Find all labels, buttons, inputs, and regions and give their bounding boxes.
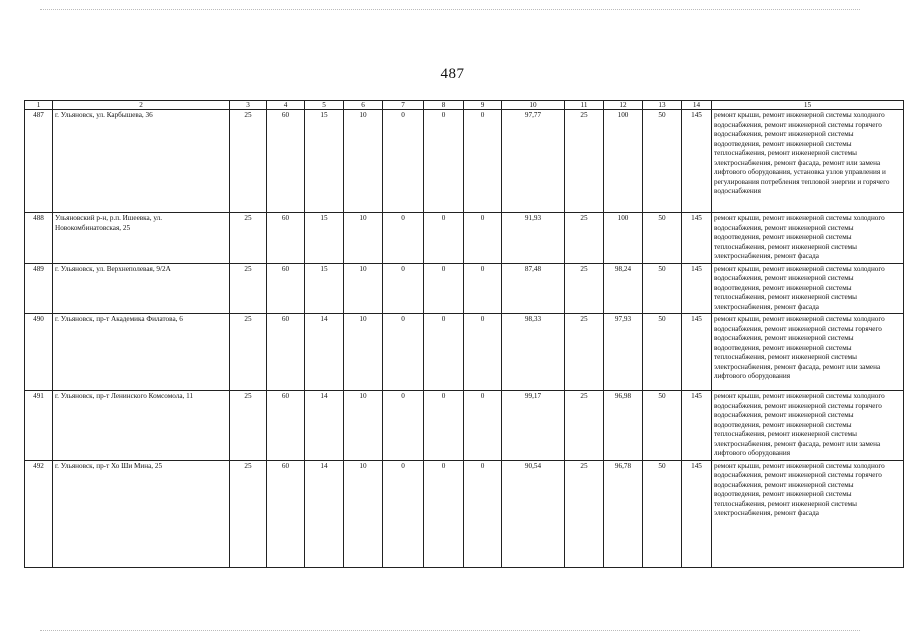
col-header-6: 6	[344, 101, 383, 110]
cell-col9: 0	[464, 213, 502, 264]
cell-col11: 25	[565, 460, 604, 567]
cell-col3: 25	[230, 213, 267, 264]
cell-col9: 0	[464, 263, 502, 314]
cell-col9: 0	[464, 110, 502, 213]
col-header-10: 10	[502, 101, 565, 110]
cell-col10: 91,93	[502, 213, 565, 264]
cell-col3: 25	[230, 263, 267, 314]
cell-col11: 25	[565, 391, 604, 461]
scan-noise-bottom	[40, 630, 860, 632]
capital-repair-table	[24, 100, 904, 568]
cell-col4: 60	[267, 110, 305, 213]
cell-col8: 0	[424, 460, 464, 567]
row-number: 490	[25, 314, 53, 391]
cell-col4: 60	[267, 263, 305, 314]
scan-noise-top	[40, 9, 860, 11]
table-row	[25, 391, 904, 461]
cell-col4: 60	[267, 213, 305, 264]
col-header-3: 3	[230, 101, 267, 110]
cell-col9: 0	[464, 314, 502, 391]
cell-col12: 98,24	[604, 263, 643, 314]
col-header-9: 9	[464, 101, 502, 110]
col-header-8: 8	[424, 101, 464, 110]
cell-col8: 0	[424, 263, 464, 314]
cell-col5: 14	[305, 460, 344, 567]
cell-col6: 10	[344, 263, 383, 314]
cell-col11: 25	[565, 314, 604, 391]
cell-col11: 25	[565, 263, 604, 314]
cell-col5: 15	[305, 213, 344, 264]
address-cell: г. Ульяновск, пр-т Ленинского Комсомола, 11	[53, 391, 230, 461]
page-number: 487	[440, 66, 465, 82]
address-cell: Ульяновский р-н, р.п. Ишеевка, ул. Новокомбинатовская, 25	[53, 213, 230, 264]
works-cell: ремонт крыши, ремонт инженерной системы холодного водоснабжения, ремонт инженерной системы водоотведения, ремонт инженерной системы теплоснабжения, ремонт инженерной системы электроснабжения, ремонт фасада	[712, 213, 904, 264]
col-header-14: 14	[682, 101, 712, 110]
works-cell: ремонт крыши, ремонт инженерной системы холодного водоснабжения, ремонт инженерной системы горячего водоснабжения, ремонт инженерной системы водоотведения, ремонт инженерной системы теплоснабжения, ремонт инженерной системы электроснабжения, ремонт фасада, ремонт или замена лифтового оборудования	[712, 391, 904, 461]
table-row	[25, 110, 904, 213]
cell-col8: 0	[424, 314, 464, 391]
cell-col14: 145	[682, 391, 712, 461]
cell-col14: 145	[682, 213, 712, 264]
cell-col7: 0	[383, 391, 424, 461]
cell-col11: 25	[565, 213, 604, 264]
address-cell: г. Ульяновск, ул. Верхнеполевая, 9/2А	[53, 263, 230, 314]
address-cell: г. Ульяновск, ул. Карбышева, 36	[53, 110, 230, 213]
cell-col7: 0	[383, 460, 424, 567]
cell-col9: 0	[464, 391, 502, 461]
cell-col7: 0	[383, 263, 424, 314]
cell-col13: 50	[643, 263, 682, 314]
cell-col12: 100	[604, 213, 643, 264]
cell-col4: 60	[267, 391, 305, 461]
table-row	[25, 263, 904, 314]
cell-col14: 145	[682, 460, 712, 567]
col-header-12: 12	[604, 101, 643, 110]
cell-col12: 96,98	[604, 391, 643, 461]
cell-col7: 0	[383, 314, 424, 391]
table-row	[25, 314, 904, 391]
cell-col8: 0	[424, 213, 464, 264]
row-number: 492	[25, 460, 53, 567]
col-header-1: 1	[25, 101, 53, 110]
cell-col8: 0	[424, 110, 464, 213]
row-number: 488	[25, 213, 53, 264]
row-number: 489	[25, 263, 53, 314]
cell-col9: 0	[464, 460, 502, 567]
address-cell: г. Ульяновск, пр-т Академика Филатова, 6	[53, 314, 230, 391]
table-row	[25, 460, 904, 567]
works-cell: ремонт крыши, ремонт инженерной системы холодного водоснабжения, ремонт инженерной системы горячего водоснабжения, ремонт инженерной системы водоотведения, ремонт инженерной системы теплоснабжения, ремонт инженерной системы электроснабжения, ремонт фасада, ремонт или замена лифтового оборудования	[712, 314, 904, 391]
cell-col10: 97,77	[502, 110, 565, 213]
cell-col7: 0	[383, 213, 424, 264]
cell-col12: 96,78	[604, 460, 643, 567]
works-cell: ремонт крыши, ремонт инженерной системы холодного водоснабжения, ремонт инженерной системы водоотведения, ремонт инженерной системы теплоснабжения, ремонт инженерной системы электроснабжения, ремонт фасада	[712, 263, 904, 314]
cell-col6: 10	[344, 391, 383, 461]
cell-col10: 87,48	[502, 263, 565, 314]
cell-col6: 10	[344, 460, 383, 567]
cell-col13: 50	[643, 460, 682, 567]
cell-col4: 60	[267, 314, 305, 391]
cell-col4: 60	[267, 460, 305, 567]
header-row	[25, 101, 904, 110]
cell-col10: 90,54	[502, 460, 565, 567]
cell-col6: 10	[344, 110, 383, 213]
address-cell: г. Ульяновск, пр-т Хо Ши Мина, 25	[53, 460, 230, 567]
col-header-7: 7	[383, 101, 424, 110]
cell-col12: 100	[604, 110, 643, 213]
cell-col7: 0	[383, 110, 424, 213]
cell-col13: 50	[643, 391, 682, 461]
works-cell: ремонт крыши, ремонт инженерной системы холодного водоснабжения, ремонт инженерной системы горячего водоснабжения, ремонт инженерной системы водоотведения, ремонт инженерной системы теплоснабжения, ремонт инженерной системы электроснабжения, ремонт фасада, ремонт или замена лифтового оборудования, установка узлов управления и регулирования потребления тепловой энергии и горячего водоснабжения	[712, 110, 904, 213]
cell-col3: 25	[230, 391, 267, 461]
table-row	[25, 213, 904, 264]
col-header-5: 5	[305, 101, 344, 110]
cell-col10: 99,17	[502, 391, 565, 461]
cell-col3: 25	[230, 110, 267, 213]
cell-col14: 145	[682, 314, 712, 391]
cell-col13: 50	[643, 213, 682, 264]
col-header-15: 15	[712, 101, 904, 110]
cell-col10: 98,33	[502, 314, 565, 391]
col-header-11: 11	[565, 101, 604, 110]
cell-col14: 145	[682, 263, 712, 314]
cell-col5: 14	[305, 314, 344, 391]
cell-col5: 15	[305, 110, 344, 213]
col-header-13: 13	[643, 101, 682, 110]
cell-col5: 15	[305, 263, 344, 314]
row-number: 491	[25, 391, 53, 461]
row-number: 487	[25, 110, 53, 213]
cell-col11: 25	[565, 110, 604, 213]
cell-col6: 10	[344, 314, 383, 391]
col-header-2: 2	[53, 101, 230, 110]
cell-col8: 0	[424, 391, 464, 461]
cell-col6: 10	[344, 213, 383, 264]
cell-col13: 50	[643, 314, 682, 391]
works-cell: ремонт крыши, ремонт инженерной системы холодного водоснабжения, ремонт инженерной системы горячего водоснабжения, ремонт инженерной системы водоотведения, ремонт инженерной системы теплоснабжения, ремонт инженерной системы электроснабжения, ремонт фасада	[712, 460, 904, 567]
cell-col12: 97,93	[604, 314, 643, 391]
col-header-4: 4	[267, 101, 305, 110]
cell-col13: 50	[643, 110, 682, 213]
cell-col5: 14	[305, 391, 344, 461]
cell-col3: 25	[230, 460, 267, 567]
cell-col3: 25	[230, 314, 267, 391]
cell-col14: 145	[682, 110, 712, 213]
